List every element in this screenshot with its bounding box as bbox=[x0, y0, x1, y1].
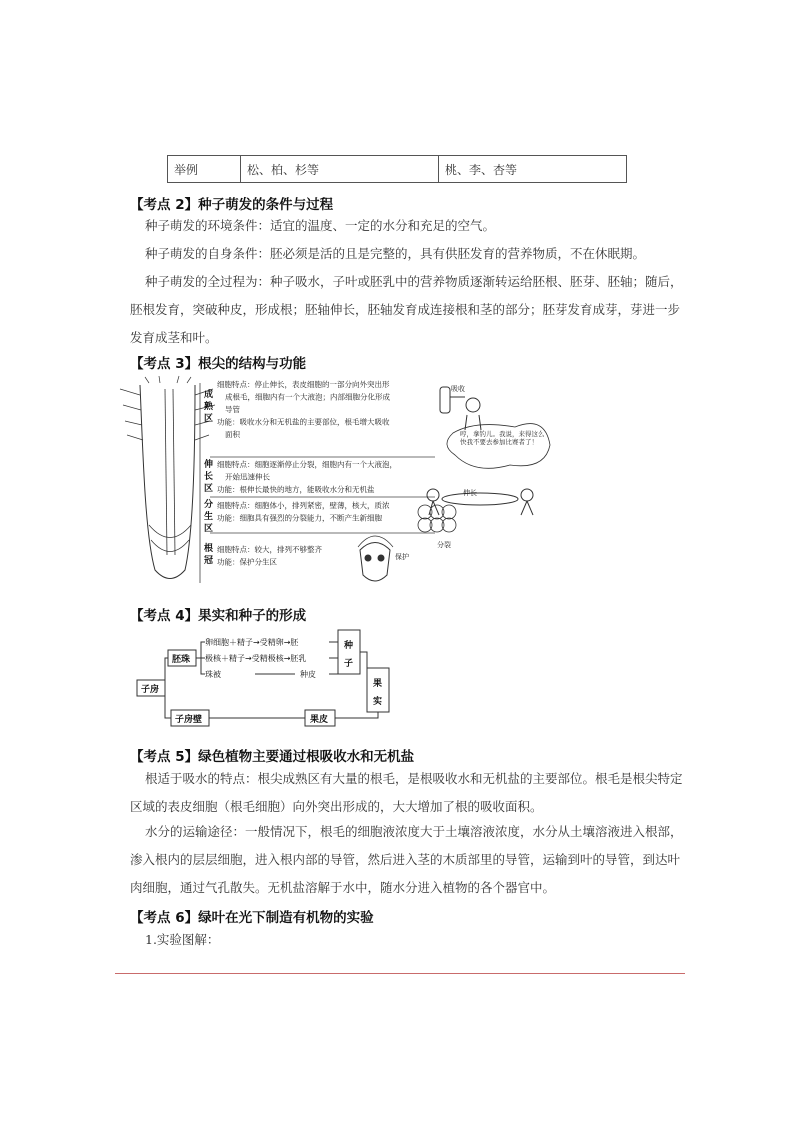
cartoon-label-divide: 分裂 bbox=[437, 541, 451, 549]
kp6-paragraph-1: 1.实验图解： bbox=[145, 932, 220, 947]
ovary-label: 子房 bbox=[141, 685, 160, 695]
table-cell-label: 举例 bbox=[168, 156, 241, 183]
table-cell-gymnosperm: 松、柏、杉等 bbox=[241, 156, 439, 183]
cartoon-label-protect: 保护 bbox=[395, 553, 409, 561]
zone-description-line: 细胞特点：细胞体小，排列紧密，壁薄，核大，质浓 bbox=[217, 501, 390, 510]
seed-coat-label: 种皮 bbox=[300, 670, 316, 679]
zone-label-meristem: 分生区 bbox=[204, 500, 214, 534]
cartoon-figures bbox=[358, 387, 550, 581]
polar-fertilization-row: 极核＋精子→受精极核→胚乳 bbox=[205, 654, 307, 663]
zone-description-line: 功能：吸收水分和无机盐的主要部位，根毛增大吸收 bbox=[217, 417, 390, 427]
kp2-paragraph-2: 种子萌发的自身条件：胚必须是活的且是完整的，具有供胚发育的营养物质，不在休眠期。 bbox=[145, 246, 646, 261]
kp2-paragraph-1: 种子萌发的环境条件：适宜的温度、一定的水分和充足的空气。 bbox=[145, 218, 496, 233]
fruit-formation-diagram bbox=[135, 628, 405, 733]
table-cell-angiosperm: 桃、李、杏等 bbox=[439, 156, 627, 183]
seed-label-2: 子 bbox=[344, 659, 354, 669]
integument-label: 珠被 bbox=[205, 670, 221, 679]
zone-label-elongation: 伸长区 bbox=[204, 460, 214, 494]
cartoon-label-elongate: 伸长 bbox=[463, 489, 477, 497]
kp5-paragraph-1: 根适于吸水的特点：根尖成熟区有大量的根毛，是根吸收水和无机盐的主要部位。根毛是根尖特定区域的表皮细胞（根毛细胞）向外突出形成的，大大增加了根的吸收面积。 bbox=[130, 771, 683, 814]
fruit-label-1: 果 bbox=[373, 679, 383, 689]
zone-description-line: 面积 bbox=[225, 430, 240, 439]
seed-label-1: 种 bbox=[344, 641, 354, 651]
kp2-paragraph-3: 种子萌发的全过程为：种子吸水，子叶或胚乳中的营养物质逐渐转运给胚根、胚芽、胚轴；随后，胚根发育，突破种皮，形成根；胚轴伸长，胚轴发育成连接根和茎的部分；胚芽发育成芽，芽进一步发育成茎和叶。 bbox=[130, 274, 683, 345]
cartoon-speech-bubble: 哼，拿钓儿。我说，来得这么快我不要去参加比赛者了！ bbox=[460, 430, 545, 446]
zone-description-line: 功能：细胞具有强烈的分裂能力，不断产生新细胞 bbox=[217, 513, 382, 523]
fruit-label-2: 实 bbox=[373, 697, 383, 707]
kp6-heading: 【考点 6】绿叶在光下制造有机物的实验 bbox=[130, 910, 374, 926]
egg-fertilization-row: 卵细胞＋精子→受精卵→胚 bbox=[205, 638, 299, 647]
kp3-heading: 【考点 3】根尖的结构与功能 bbox=[130, 356, 307, 372]
kp5-heading: 【考点 5】绿色植物主要通过根吸收水和无机盐 bbox=[130, 749, 415, 765]
ovule-label: 胚珠 bbox=[172, 655, 191, 665]
cartoon-label-absorb: 吸收 bbox=[451, 385, 465, 393]
zone-description-line: 功能：保护分生区 bbox=[217, 557, 277, 567]
pericarp-label: 果皮 bbox=[310, 715, 329, 725]
zone-label-maturation: 成熟区 bbox=[204, 390, 214, 424]
kp2-heading: 【考点 2】种子萌发的条件与过程 bbox=[130, 197, 334, 213]
kp5-paragraph-2: 水分的运输途径：一般情况下，根毛的细胞液浓度大于土壤溶液浓度，水分从土壤溶液进入根部，渗入根内的层层细胞，进入根内部的导管，然后进入茎的木质部里的导管，运输到叶的导管，到达叶肉细胞，通过气孔散失。无机盐溶解于水中，随水分进入植物的各个器官中。 bbox=[130, 824, 683, 895]
root-tip-illustration bbox=[120, 376, 215, 579]
zone-description-line: 细胞特点：较大，排列不够整齐 bbox=[217, 545, 322, 554]
table-row bbox=[168, 156, 627, 183]
root-tip-diagram bbox=[115, 375, 715, 595]
zone-description-line: 细胞特点：停止伸长，表皮细胞的一部分向外突出形 bbox=[217, 380, 390, 389]
zone-description-line: 导管 bbox=[225, 405, 240, 414]
zone-description-line: 成根毛，细胞内有一个大液泡；内部细胞分化形成 bbox=[225, 392, 390, 402]
zone-description-line: 功能：根伸长最快的地方，能吸收水分和无机盐 bbox=[217, 485, 375, 494]
kp4-heading: 【考点 4】果实和种子的形成 bbox=[130, 608, 307, 624]
ovary-wall-label: 子房壁 bbox=[175, 715, 203, 725]
zone-description-line: 开始迅速伸长 bbox=[225, 472, 270, 482]
zone-label-rootcap: 根冠 bbox=[204, 544, 214, 566]
footer-rule bbox=[115, 973, 685, 974]
comparison-table bbox=[167, 155, 627, 183]
zone-description-line: 细胞特点：细胞逐渐停止分裂，细胞内有一个大液泡， bbox=[217, 460, 397, 469]
